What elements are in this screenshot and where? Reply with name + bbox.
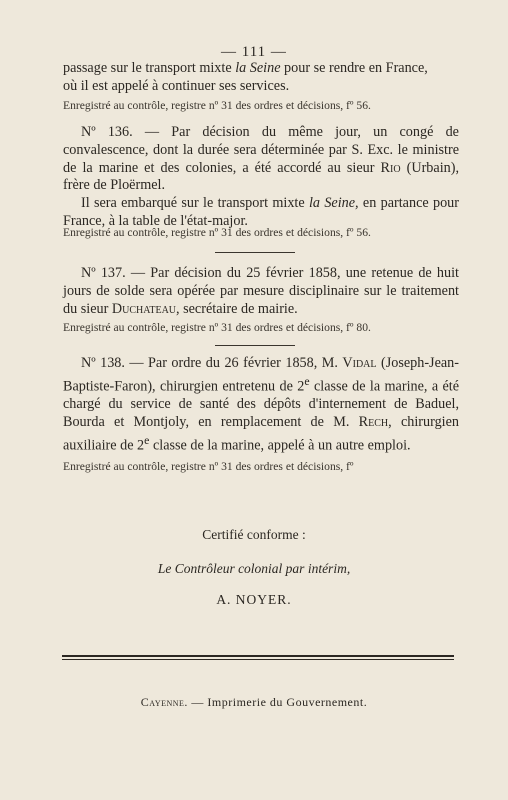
signature-name: A. NOYER. [216, 592, 292, 607]
registry-note: Enregistré au contrôle, registre nº 31 des ordres et décisions, fº 56. [63, 99, 371, 112]
decision-138: Nº 138. — Par ordre du 26 février 1858, M. Vidal (Joseph-Jean-Baptiste-Faron), chirurgien entretenu de 2e classe de la marine, a été chargé du service de santé des dépôts d'internement de Baduel, Bourda et Montjoly, en remplacement de M. Rech, chirurgien auxiliaire de 2e classe de la marine, appelé à un autre emploi. [63, 355, 460, 454]
decision-136: Nº 136. — Par décision du même jour, un congé de convalescence, dont la durée sera déterminée par S. Exc. le ministre de la marine et des colonies, a été accordé au sieur Rio (Urbain), frère de Ploërmel. Il sera embarqué sur le transport mixte la Seine, en partance pour France, à la table de l'état-major. [63, 124, 459, 229]
ship-name: la Seine [235, 60, 281, 76]
registry-note: Enregistré au contrôle, registre nº 31 des ordres et décisions, fº 80. [63, 321, 371, 334]
printer-footer: Cayenne. — Imprimerie du Gouvernement. [140, 695, 368, 709]
person-name: Vidal [342, 355, 377, 371]
person-name: Duchateau [111, 300, 177, 317]
footer-city: Cayenne. [140, 695, 188, 709]
ship-name: la Seine, [308, 195, 359, 212]
decision-number: Nº 136. [81, 124, 133, 140]
footer-rule-thin [62, 659, 454, 660]
registry-note: Enregistré au contrôle, registre nº 31 des ordres et décisions, fº 56. [63, 226, 371, 239]
registry-note: Enregistré au contrôle, registre nº 31 des ordres et décisions, fº [63, 460, 354, 473]
continuation-paragraph: passage sur le transport mixte la Seine pour se rendre en France, où il est appelé à continuer ses services. [63, 60, 428, 94]
decision-number: Nº 137. [81, 265, 126, 281]
certification-title: Certifié conforme : [202, 527, 306, 542]
decision-number: Nº 138. [81, 355, 125, 371]
footer-rule-thick [62, 655, 454, 657]
separator-rule [215, 252, 295, 253]
person-name: Rech [358, 414, 389, 431]
separator-rule [215, 345, 295, 346]
decision-137: Nº 137. — Par décision du 25 février 1858, une retenue de huit jours de solde sera opérée par mesure disciplinaire sur le traitement du sieur Duchateau, secrétaire de mairie. [63, 265, 459, 317]
certifier-role: Le Contrôleur colonial par intérim, [157, 561, 351, 576]
person-name: Rio [380, 159, 401, 176]
page-number: — 111 — [221, 44, 287, 60]
